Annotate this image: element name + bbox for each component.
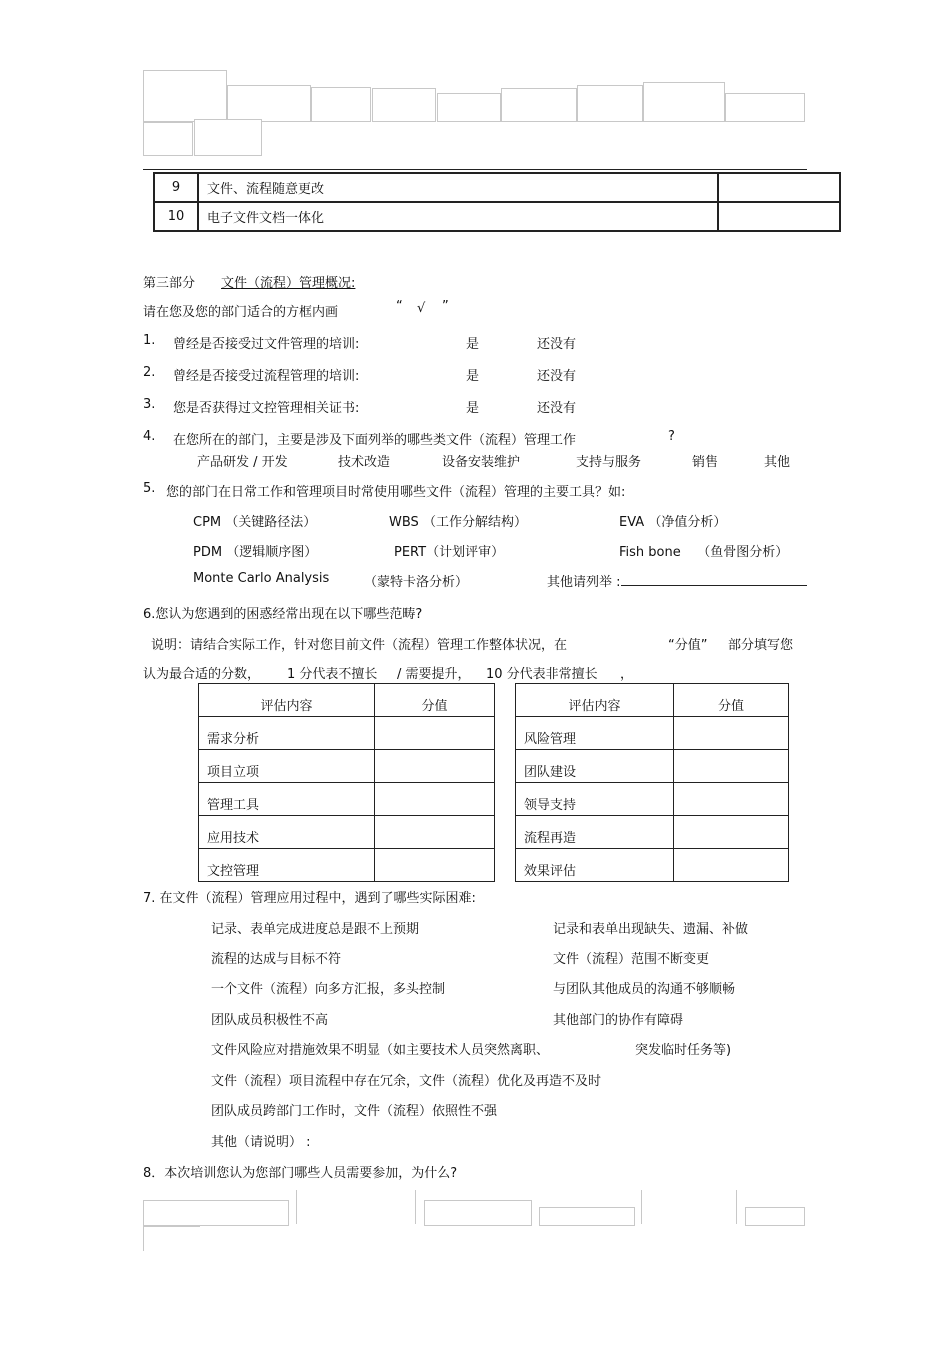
tool-option[interactable]: PDM （逻辑顺序图） — [193, 545, 318, 560]
tool-option[interactable]: PERT（计划评审） — [394, 545, 505, 560]
score-cell[interactable] — [375, 849, 495, 882]
header-fragment-box — [143, 70, 227, 122]
difficulty-option[interactable]: 团队成员积极性不高 — [211, 1013, 329, 1028]
department-option[interactable]: 支持与服务 — [576, 455, 642, 470]
table-row — [516, 750, 789, 783]
note-text: ， — [620, 667, 634, 682]
question-text: 8．本次培训您认为您部门哪些人员需要参加，为什么? — [143, 1166, 458, 1181]
question-text: 曾经是否接受过流程管理的培训: — [173, 369, 360, 384]
instruction-text: 请在您及您的部门适合的方框内画 — [143, 305, 339, 320]
table-row — [199, 849, 495, 882]
header-fragment-box — [227, 85, 311, 122]
eval-item: 需求分析 — [199, 717, 375, 750]
question-number: 4. — [143, 429, 156, 444]
score-cell[interactable] — [375, 783, 495, 816]
tool-option[interactable]: Fish bone （鱼骨图分析） — [619, 545, 789, 560]
footer-fragment-box — [745, 1207, 805, 1226]
note-text: 说明：请结合实际工作，针对您目前文件（流程）管理工作整体状况，在 — [151, 638, 568, 653]
table-gap — [494, 683, 516, 869]
tool-option[interactable]: CPM （关键路径法） — [193, 515, 317, 530]
difficulty-option[interactable]: 文件风险应对措施效果不明显（如主要技术人员突然离职、 — [211, 1043, 550, 1058]
question-number: 5. — [143, 481, 156, 496]
note-text: 1 分代表不擅长 — [287, 667, 378, 682]
option-no[interactable]: 还没有 — [537, 369, 577, 384]
difficulty-option-cont: 突发临时任务等) — [635, 1043, 732, 1058]
eval-item: 效果评估 — [516, 849, 674, 882]
question-text: 曾经是否接受过文件管理的培训: — [173, 337, 360, 352]
eval-item: 风险管理 — [516, 717, 674, 750]
eval-item: 领导支持 — [516, 783, 674, 816]
score-cell[interactable] — [674, 750, 789, 783]
department-option[interactable]: 销售 — [692, 455, 719, 470]
difficulty-option[interactable]: 其他部门的协作有障碍 — [553, 1013, 684, 1028]
header-fragment-box — [643, 82, 725, 122]
note-text: “分值” — [668, 638, 708, 653]
difficulty-option[interactable]: 流程的达成与目标不符 — [211, 952, 342, 967]
question-number: 3. — [143, 397, 156, 412]
department-option[interactable]: 产品研发 / 开发 — [197, 455, 288, 470]
eval-item: 项目立项 — [199, 750, 375, 783]
difficulty-option[interactable]: 一个文件（流程）向多方汇报，多头控制 — [211, 982, 446, 997]
rule-line — [143, 169, 807, 170]
note-text: 10 分代表非常擅长 — [486, 667, 598, 682]
question-text: 您是否获得过文控管理相关证书: — [173, 401, 360, 416]
checkbox-cell[interactable] — [718, 202, 840, 231]
instruction-quote-close: ” — [442, 299, 449, 314]
footer-fragment-box — [539, 1207, 635, 1226]
instruction-quote-open: “ — [396, 299, 403, 314]
department-option[interactable]: 技术改造 — [338, 455, 391, 470]
score-cell[interactable] — [674, 717, 789, 750]
row-number: 9 — [154, 173, 198, 202]
option-no[interactable]: 还没有 — [537, 337, 577, 352]
difficulty-option[interactable]: 记录、表单完成进度总是跟不上预期 — [211, 922, 420, 937]
table-row — [516, 717, 789, 750]
header-fragment-box — [372, 88, 436, 122]
footer-fragment-box — [143, 1226, 200, 1251]
table-row — [516, 849, 789, 882]
option-yes[interactable]: 是 — [466, 369, 480, 384]
header-score: 分值 — [375, 684, 495, 717]
note-text: 部分填写您 — [728, 638, 794, 653]
table-header-row — [516, 684, 789, 717]
question-mark: ? — [668, 429, 675, 444]
table-row — [516, 783, 789, 816]
score-cell[interactable] — [674, 816, 789, 849]
checkbox-cell[interactable] — [718, 173, 840, 202]
header-score: 分值 — [674, 684, 789, 717]
checkmark-symbol: √ — [417, 301, 426, 316]
difficulty-option-other[interactable]: 其他（请说明） : — [211, 1135, 311, 1150]
eval-table-right — [515, 683, 789, 882]
footer-fragment-box — [424, 1200, 532, 1226]
header-fragment-box — [311, 87, 371, 122]
table-row — [516, 816, 789, 849]
header-fragment-box — [194, 119, 262, 156]
table-row — [199, 750, 495, 783]
difficulty-option[interactable]: 团队成员跨部门工作时，文件（流程）依照性不强 — [211, 1104, 498, 1119]
eval-item: 流程再造 — [516, 816, 674, 849]
tool-option[interactable]: EVA （净值分析） — [619, 515, 727, 530]
score-cell[interactable] — [375, 750, 495, 783]
option-yes[interactable]: 是 — [466, 337, 480, 352]
table-row — [199, 783, 495, 816]
row-text: 文件、流程随意更改 — [198, 173, 718, 202]
question-number: 2. — [143, 365, 156, 380]
carryover-table — [153, 172, 841, 232]
difficulty-option[interactable]: 文件（流程）项目流程中存在冗余，文件（流程）优化及再造不及时 — [211, 1074, 602, 1089]
score-cell[interactable] — [674, 783, 789, 816]
difficulty-option[interactable]: 与团队其他成员的沟通不够顺畅 — [553, 982, 736, 997]
header-fragment-box — [143, 122, 193, 156]
eval-item: 团队建设 — [516, 750, 674, 783]
note-text: / 需要提升， — [397, 667, 471, 682]
footer-fragment-box — [143, 1200, 289, 1226]
tool-option[interactable]: Monte Carlo Analysis — [193, 571, 330, 586]
header-fragment-box — [725, 93, 805, 122]
question-text: 您的部门在日常工作和管理项目时常使用哪些文件（流程）管理的主要工具？如: — [166, 485, 626, 500]
header-fragment-box — [577, 85, 643, 122]
difficulty-option[interactable]: 文件（流程）范围不断变更 — [553, 952, 710, 967]
option-yes[interactable]: 是 — [466, 401, 480, 416]
note-text: 认为最合适的分数， — [143, 667, 261, 682]
table-row — [154, 173, 840, 202]
question-text: 6.您认为您遇到的困惑经常出现在以下哪些范畴? — [143, 607, 423, 622]
question-number: 1. — [143, 333, 156, 348]
eval-item: 文控管理 — [199, 849, 375, 882]
tool-option[interactable]: WBS （工作分解结构） — [389, 515, 527, 530]
eval-item: 管理工具 — [199, 783, 375, 816]
eval-item: 应用技术 — [199, 816, 375, 849]
eval-table-left — [198, 683, 495, 882]
score-cell[interactable] — [375, 717, 495, 750]
other-tools-field[interactable]: 其他请列举 : — [547, 571, 807, 590]
table-row — [199, 717, 495, 750]
footer-fragment-box — [641, 1190, 737, 1224]
tool-option-cn: （蒙特卡洛分析） — [364, 575, 469, 590]
department-option[interactable]: 其他 — [764, 455, 791, 470]
table-header-row — [199, 684, 495, 717]
header-fragment-box — [501, 88, 577, 122]
score-cell[interactable] — [375, 816, 495, 849]
question-text: 在您所在的部门，主要是涉及下面列举的哪些类文件（流程）管理工作 — [173, 433, 577, 448]
difficulty-option[interactable]: 记录和表单出现缺失、遗漏、补做 — [553, 922, 749, 937]
question-text: 7. 在文件（流程）管理应用过程中，遇到了哪些实际困难: — [143, 891, 476, 906]
row-text: 电子文件文档一体化 — [198, 202, 718, 231]
other-tools-blank[interactable] — [621, 573, 807, 586]
row-number: 10 — [154, 202, 198, 231]
table-row — [199, 816, 495, 849]
table-row — [154, 202, 840, 231]
department-option[interactable]: 设备安装维护 — [442, 455, 521, 470]
option-no[interactable]: 还没有 — [537, 401, 577, 416]
section-title: 第三部分 文件（流程）管理概况: — [143, 276, 356, 291]
score-cell[interactable] — [674, 849, 789, 882]
footer-fragment-box — [296, 1190, 416, 1224]
header-fragment-box — [437, 93, 501, 122]
header-content: 评估内容 — [516, 684, 674, 717]
header-content: 评估内容 — [199, 684, 375, 717]
